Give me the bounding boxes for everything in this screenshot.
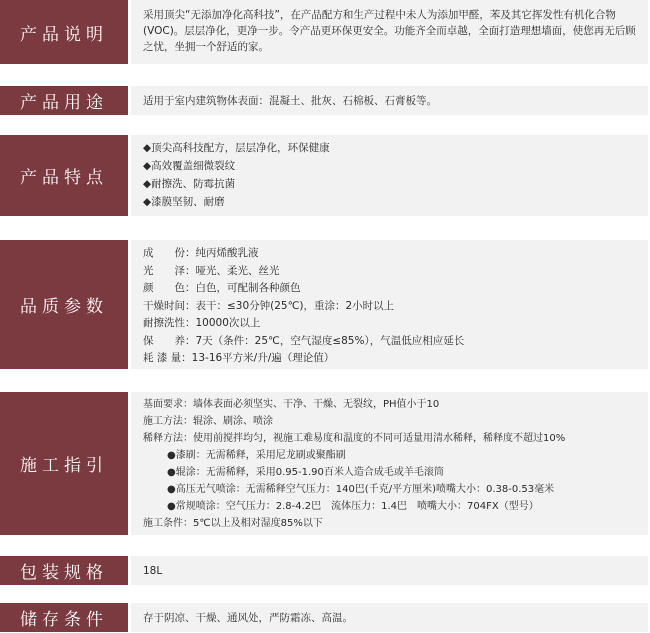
section-title: 包装规格 [0,556,128,585]
section-product-description [0,0,650,64]
guide-method-item: ●辊涂：无需稀释，采用0.95-1.90百米人造合成毛或羊毛滚筒 [167,467,444,478]
feature-item: ◆顶尖高科技配方，层层净化，环保健康 [143,142,330,154]
section-title: 产品特点 [0,135,128,216]
section-product-features [0,135,650,216]
section-quality-parameters [0,240,650,369]
param-line: 光 泽：哑光、柔光、丝光 [143,264,280,277]
section-content [131,603,648,632]
section-content [131,392,648,535]
param-line: 耗 漆 量：13-16平方米/升/遍（理论值） [143,352,335,364]
param-line: 保 养：7天（条件：25℃，空气湿度≤85%），气温低应相应延长 [143,334,465,347]
section-content [131,556,648,585]
section-content [131,240,648,369]
guide-line: 基面要求：墙体表面必须坚实、干净、干燥、无裂纹，PH值小于10 [143,399,440,410]
content-line: 18L [143,565,163,577]
guide-method-item: ●漆刷：无需稀释，采用尼龙刷或聚酯刷 [167,450,346,461]
param-line: 耐擦洗性：10000次以上 [143,317,261,329]
param-line: 颜 色：白色，可配制各种颜色 [143,282,301,294]
section-title: 储存条件 [0,603,128,632]
section-title: 产品说明 [0,0,128,64]
section-storage [0,603,650,632]
feature-item: ◆漆膜坚韧、耐磨 [143,196,225,208]
guide-method-item: ●常规喷涂：空气压力：2.8-4.2巴 流体压力：1.4巴 喷嘴大小：704FX（型号） [167,501,539,512]
section-application-guide [0,392,650,535]
guide-method-item: ●高压无气喷涂：无需稀释空气压力：140巴(千克/平方厘米)喷嘴大小：0.38-0.53毫米 [167,484,555,495]
guide-line: 施工方法：辊涂、刷涂、喷涂 [143,416,273,427]
content-line: 采用顶尖“无添加净化高科技”，在产品配方和生产过程中未人为添加甲醛，苯及其它挥发性有机化合物(VOC)。层层净化，更净一步。令产品更环保更安全。功能齐全而卓越，全面打造理想墙面，使您再无后顾之忧，坐拥一个舒适的家。 [143,9,636,53]
section-packaging [0,556,650,585]
content-line: 适用于室内建筑物体表面：混凝土、批灰、石棉板、石膏板等。 [143,95,437,107]
section-content [131,86,648,115]
guide-line: 稀释方法：使用前搅拌均匀，视施工难易度和温度的不同可适量用清水稀释，稀释度不超过10% [143,433,566,444]
section-title: 品质参数 [0,240,128,369]
feature-item: ◆耐擦洗、防霉抗菌 [143,178,236,190]
feature-item: ◆高效覆盖细微裂纹 [143,160,236,172]
param-line: 成 份：纯丙烯酸乳液 [143,247,259,259]
param-line: 干燥时间：表干：≤30分钟(25℃)，重涂：2小时以上 [143,299,395,312]
content-line: 存于阴凉、干燥、通风处，严防霜冻、高温。 [143,612,353,624]
section-content [131,135,648,216]
section-title: 施工指引 [0,392,128,535]
section-product-usage [0,86,650,115]
guide-line: 施工条件：5℃以上及相对湿度85%以下 [143,518,323,529]
section-title: 产品用途 [0,86,128,115]
section-content [131,0,648,64]
